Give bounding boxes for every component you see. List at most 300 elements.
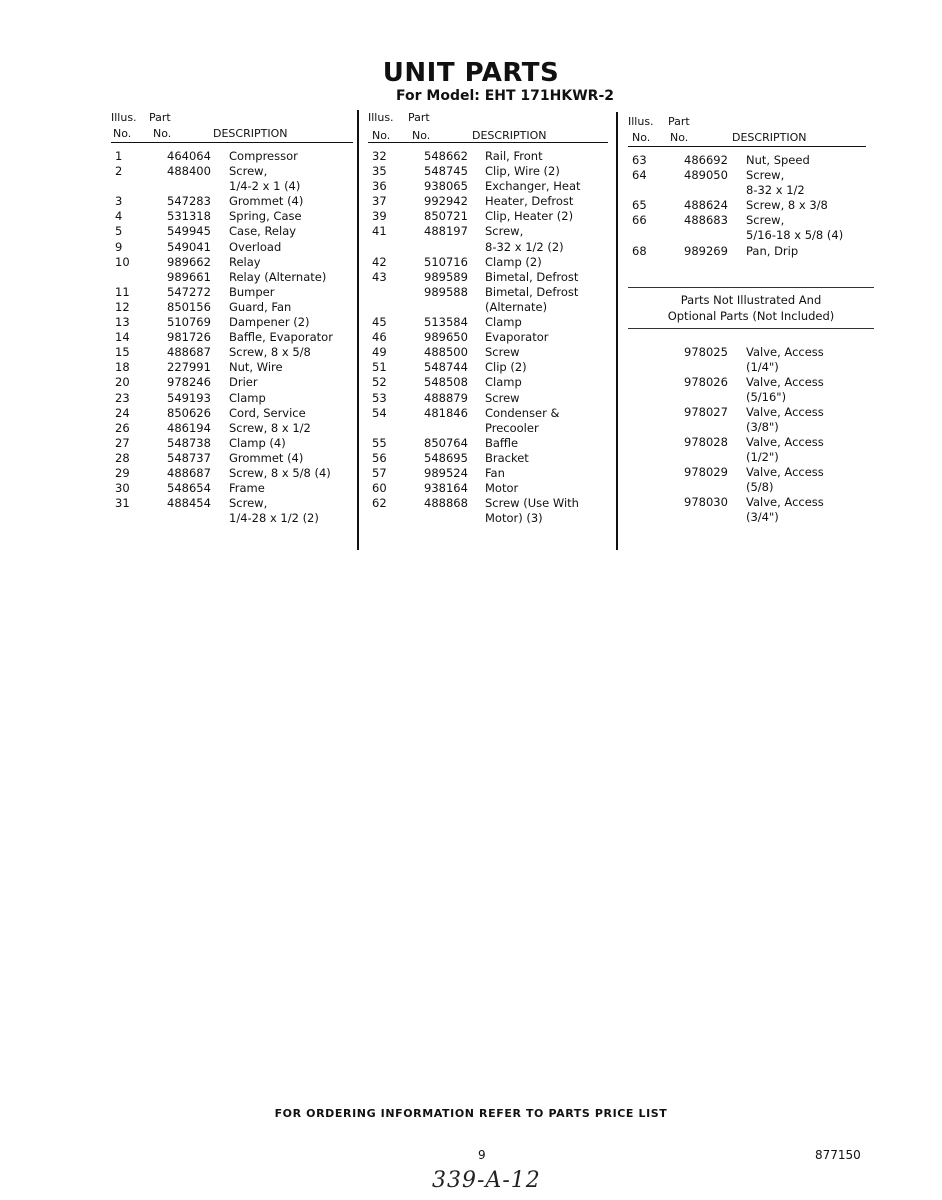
- table-row: [368, 375, 608, 390]
- part-number: 548738: [167, 435, 211, 450]
- column-header: [368, 110, 608, 143]
- part-description: [229, 421, 353, 436]
- table-row: [111, 209, 353, 224]
- illus-number: 39: [372, 209, 387, 224]
- part-number: 464064: [167, 149, 211, 163]
- illus-number: 36: [372, 179, 387, 194]
- part-number: 489050: [684, 168, 728, 183]
- part-number: 850764: [424, 435, 468, 450]
- illus-number: 9: [115, 239, 123, 254]
- part-number: 486692: [684, 153, 728, 167]
- part-description: [229, 285, 353, 300]
- illus-number: 43: [372, 269, 387, 284]
- part-description: [746, 168, 874, 198]
- description-line: Screw, 8 x 5/8 (4): [229, 465, 331, 480]
- table-row: [368, 345, 608, 360]
- description-line: Valve, Access: [746, 494, 824, 509]
- description-line: (5/8): [746, 479, 774, 494]
- illus-number: 5: [115, 224, 123, 239]
- part-description: [746, 435, 824, 465]
- table-row: [368, 391, 608, 406]
- description-line: 1/4-2 x 1 (4): [229, 179, 301, 194]
- illus-number: 27: [115, 435, 130, 450]
- header-no2: No.: [153, 127, 172, 140]
- illus-number: 14: [115, 330, 130, 345]
- part-description: [229, 300, 353, 315]
- part-number: 989588: [424, 284, 468, 299]
- part-description: [746, 244, 874, 259]
- part-description: [485, 466, 608, 481]
- parts-column-3: [628, 114, 874, 525]
- description-line: Clamp: [485, 375, 522, 390]
- part-description: [229, 270, 353, 285]
- part-description: [485, 255, 608, 270]
- optional-heading-line-2: Optional Parts (Not Included): [667, 308, 835, 323]
- description-line: Pan, Drip: [746, 243, 799, 258]
- part-description: [229, 496, 353, 526]
- part-description: [746, 465, 824, 495]
- description-line: (Alternate): [485, 299, 548, 314]
- ordering-footer: FOR ORDERING INFORMATION REFER TO PARTS PRICE LIST: [274, 1107, 668, 1120]
- description-line: (1/2"): [746, 449, 779, 464]
- description-line: Screw,: [485, 224, 524, 239]
- table-row: [111, 481, 353, 496]
- table-row: [368, 360, 608, 375]
- illus-number: 54: [372, 405, 387, 420]
- description-line: Overload: [229, 239, 282, 254]
- description-line: Dampener (2): [229, 315, 310, 330]
- header-description: DESCRIPTION: [472, 129, 547, 142]
- description-line: Clip, Wire (2): [485, 164, 560, 179]
- illus-number: 31: [115, 496, 130, 511]
- part-description: [229, 436, 353, 451]
- part-number: 547272: [167, 284, 211, 299]
- part-number: 981726: [167, 330, 211, 345]
- table-row: [111, 466, 353, 481]
- part-description: [485, 330, 608, 345]
- description-line: 8-32 x 1/2 (2): [485, 239, 564, 254]
- part-number: 488454: [167, 496, 211, 511]
- document-number: 877150: [815, 1148, 861, 1162]
- list-item: [628, 375, 874, 405]
- description-line: Clamp: [485, 315, 522, 330]
- description-line: (3/8"): [746, 419, 779, 434]
- table-row: [111, 406, 353, 421]
- part-number: 548744: [424, 360, 468, 375]
- part-description: [229, 375, 353, 390]
- table-row: [111, 496, 353, 526]
- part-number: 548508: [424, 375, 468, 390]
- parts-list: [368, 149, 608, 526]
- illus-number: 15: [115, 345, 130, 360]
- description-line: 5/16-18 x 5/8 (4): [746, 228, 844, 243]
- illus-number: 66: [632, 213, 647, 228]
- part-number: 978027: [684, 404, 728, 419]
- optional-heading-line-1: Parts Not Illustrated And: [680, 292, 822, 307]
- part-number: 488500: [424, 345, 468, 360]
- table-row: [111, 315, 353, 330]
- list-item: [628, 435, 874, 465]
- illus-number: 62: [372, 496, 387, 511]
- part-number: 850626: [167, 405, 211, 420]
- table-row: [368, 451, 608, 466]
- header-no: No.: [113, 127, 132, 140]
- table-row: [111, 375, 353, 390]
- table-row: [368, 496, 608, 526]
- parts-list: [111, 149, 353, 526]
- table-row: [111, 164, 353, 194]
- table-row: [368, 285, 608, 315]
- part-number: 938164: [424, 481, 468, 496]
- list-item: [628, 465, 874, 495]
- illus-number: 49: [372, 345, 387, 360]
- column-divider: [357, 110, 359, 550]
- part-number: 989269: [684, 243, 728, 258]
- part-number: 978025: [684, 344, 728, 359]
- description-line: Cord, Service: [229, 405, 306, 420]
- part-description: [229, 224, 353, 239]
- table-row: [111, 300, 353, 315]
- part-number: 989524: [424, 465, 468, 480]
- table-row: [111, 436, 353, 451]
- part-description: [485, 224, 608, 254]
- optional-heading: [628, 292, 874, 324]
- table-row: [368, 270, 608, 285]
- table-row: [368, 481, 608, 496]
- part-number: 938065: [424, 179, 468, 194]
- description-line: Motor: [485, 481, 519, 496]
- table-row: [368, 255, 608, 270]
- part-number: 549193: [167, 390, 211, 405]
- description-line: Screw,: [229, 496, 268, 511]
- description-line: Valve, Access: [746, 404, 824, 419]
- part-number: 989589: [424, 269, 468, 284]
- part-description: [229, 149, 353, 164]
- part-number: 227991: [167, 360, 211, 375]
- description-line: Clamp (2): [485, 254, 542, 269]
- header-no: No.: [372, 129, 391, 142]
- header-part: Part: [668, 115, 690, 128]
- part-description: [229, 240, 353, 255]
- description-line: Condenser &: [485, 405, 560, 420]
- description-line: 8-32 x 1/2: [746, 183, 805, 198]
- table-row: [111, 255, 353, 270]
- table-row: [628, 153, 874, 168]
- part-description: [485, 345, 608, 360]
- illus-number: 57: [372, 465, 387, 480]
- table-row: [368, 149, 608, 164]
- part-description: [229, 406, 353, 421]
- part-number: 978028: [684, 434, 728, 449]
- table-row: [368, 194, 608, 209]
- header-illus: Illus.: [368, 111, 394, 124]
- illus-number: 24: [115, 405, 130, 420]
- illus-number: 37: [372, 194, 387, 209]
- illus-number: 51: [372, 360, 387, 375]
- description-line: Fan: [485, 465, 505, 480]
- illus-number: 1: [115, 149, 123, 163]
- part-description: [485, 285, 608, 315]
- part-description: [746, 153, 874, 168]
- list-item: [628, 495, 874, 525]
- table-row: [368, 179, 608, 194]
- illus-number: 20: [115, 375, 130, 390]
- description-line: Screw,: [746, 168, 785, 183]
- description-line: Screw, 8 x 3/8: [746, 198, 828, 213]
- part-number: 488197: [424, 224, 468, 239]
- illus-number: 46: [372, 330, 387, 345]
- illus-number: 32: [372, 149, 387, 163]
- table-row: [111, 285, 353, 300]
- description-line: Relay: [229, 254, 261, 269]
- part-number: 978246: [167, 375, 211, 390]
- description-line: Screw: [485, 345, 520, 360]
- part-description: [229, 481, 353, 496]
- description-line: Clip (2): [485, 360, 527, 375]
- description-line: Screw,: [229, 164, 268, 179]
- part-number: 531318: [167, 209, 211, 224]
- illus-number: 23: [115, 390, 130, 405]
- handwritten-note: 339-A-12: [432, 1168, 541, 1193]
- header-no2: No.: [670, 131, 689, 144]
- description-line: Clamp: [229, 390, 266, 405]
- part-description: [229, 466, 353, 481]
- illus-number: 41: [372, 224, 387, 239]
- part-number: 989650: [424, 330, 468, 345]
- part-number: 488687: [167, 465, 211, 480]
- part-number: 488400: [167, 164, 211, 179]
- illus-number: 12: [115, 299, 130, 314]
- part-number: 547283: [167, 194, 211, 209]
- page-title: UNIT PARTS: [382, 58, 560, 88]
- part-description: [485, 179, 608, 194]
- part-description: [229, 360, 353, 375]
- description-line: Nut, Wire: [229, 360, 283, 375]
- description-line: Screw,: [746, 213, 785, 228]
- description-line: Frame: [229, 481, 265, 496]
- part-number: 548737: [167, 450, 211, 465]
- illus-number: 68: [632, 243, 647, 258]
- column-header: [111, 110, 353, 143]
- table-row: [628, 213, 874, 243]
- table-row: [111, 149, 353, 164]
- table-row: [628, 198, 874, 213]
- part-description: [485, 194, 608, 209]
- illus-number: 63: [632, 153, 647, 167]
- parts-list: [628, 153, 874, 259]
- table-row: [111, 360, 353, 375]
- parts-column-1: [111, 110, 353, 526]
- part-number: 978029: [684, 464, 728, 479]
- part-description: [485, 209, 608, 224]
- part-description: [229, 345, 353, 360]
- column-header: [628, 114, 866, 147]
- description-line: Bumper: [229, 284, 275, 299]
- table-row: [368, 209, 608, 224]
- part-number: 850721: [424, 209, 468, 224]
- part-description: [485, 375, 608, 390]
- description-line: Screw: [485, 390, 520, 405]
- part-description: [746, 375, 824, 405]
- part-description: [485, 436, 608, 451]
- description-line: Rail, Front: [485, 149, 543, 163]
- part-description: [485, 149, 608, 164]
- illus-number: 64: [632, 168, 647, 183]
- description-line: Screw (Use With: [485, 496, 579, 511]
- table-row: [111, 451, 353, 466]
- part-number: 488879: [424, 390, 468, 405]
- part-number: 513584: [424, 315, 468, 330]
- description-line: Guard, Fan: [229, 299, 292, 314]
- table-row: [111, 421, 353, 436]
- part-description: [229, 164, 353, 194]
- header-illus: Illus.: [111, 111, 137, 124]
- table-row: [111, 345, 353, 360]
- part-description: [746, 405, 824, 435]
- table-row: [111, 240, 353, 255]
- part-number: 488683: [684, 213, 728, 228]
- description-line: Nut, Speed: [746, 153, 810, 167]
- description-line: Case, Relay: [229, 224, 297, 239]
- part-description: [229, 209, 353, 224]
- part-number: 481846: [424, 405, 468, 420]
- header-no: No.: [632, 131, 651, 144]
- part-number: 486194: [167, 420, 211, 435]
- part-description: [229, 330, 353, 345]
- part-number: 488868: [424, 496, 468, 511]
- table-row: [628, 244, 874, 259]
- part-number: 978026: [684, 374, 728, 389]
- illus-number: 10: [115, 254, 130, 269]
- illus-number: 29: [115, 465, 130, 480]
- description-line: Motor) (3): [485, 511, 543, 526]
- description-line: Baffle: [485, 435, 519, 450]
- illus-number: 65: [632, 198, 647, 213]
- illus-number: 3: [115, 194, 123, 209]
- description-line: Spring, Case: [229, 209, 302, 224]
- part-description: [485, 406, 608, 436]
- description-line: Exchanger, Heat: [485, 179, 581, 194]
- illus-number: 56: [372, 450, 387, 465]
- description-line: Bracket: [485, 450, 529, 465]
- header-part: Part: [149, 111, 171, 124]
- table-row: [111, 194, 353, 209]
- description-line: Bimetal, Defrost: [485, 269, 579, 284]
- table-row: [111, 330, 353, 345]
- list-item: [628, 345, 874, 375]
- part-description: [485, 270, 608, 285]
- header-part: Part: [408, 111, 430, 124]
- table-row: [111, 270, 353, 285]
- illus-number: 2: [115, 164, 123, 179]
- parts-column-2: [368, 110, 608, 526]
- part-description: [485, 481, 608, 496]
- part-description: [485, 315, 608, 330]
- illus-number: 18: [115, 360, 130, 375]
- description-line: Valve, Access: [746, 434, 824, 449]
- part-number: 850156: [167, 299, 211, 314]
- part-number: 549041: [167, 239, 211, 254]
- part-description: [485, 391, 608, 406]
- part-description: [485, 164, 608, 179]
- description-line: 1/4-28 x 1/2 (2): [229, 511, 319, 526]
- part-number: 510716: [424, 254, 468, 269]
- part-number: 510769: [167, 315, 211, 330]
- part-number: 548662: [424, 149, 468, 163]
- illus-number: 30: [115, 481, 130, 496]
- description-line: (5/16"): [746, 389, 787, 404]
- part-description: [229, 194, 353, 209]
- illus-number: 55: [372, 435, 387, 450]
- part-number: 548654: [167, 481, 211, 496]
- description-line: (1/4"): [746, 359, 779, 374]
- part-description: [229, 391, 353, 406]
- part-number: 549945: [167, 224, 211, 239]
- description-line: Valve, Access: [746, 464, 824, 479]
- description-line: Heater, Defrost: [485, 194, 574, 209]
- table-row: [368, 330, 608, 345]
- header-description: DESCRIPTION: [732, 131, 807, 144]
- illus-number: 35: [372, 164, 387, 179]
- description-line: Compressor: [229, 149, 298, 163]
- description-line: Clamp (4): [229, 435, 286, 450]
- illus-number: 13: [115, 315, 130, 330]
- description-line: Screw, 8 x 1/2: [229, 420, 311, 435]
- description-line: Valve, Access: [746, 374, 824, 389]
- page-number: 9: [478, 1148, 486, 1162]
- part-number: 989662: [167, 254, 211, 269]
- illus-number: 60: [372, 481, 387, 496]
- illus-number: 28: [115, 450, 130, 465]
- model-subtitle: For Model: EHT 171HKWR-2: [396, 88, 614, 104]
- description-line: Grommet (4): [229, 194, 304, 209]
- illus-number: 53: [372, 390, 387, 405]
- table-row: [368, 406, 608, 436]
- description-line: Precooler: [485, 420, 539, 435]
- part-description: [229, 255, 353, 270]
- optional-parts-list: [628, 345, 874, 525]
- table-row: [368, 436, 608, 451]
- table-row: [111, 224, 353, 239]
- description-line: Relay (Alternate): [229, 269, 327, 284]
- part-description: [229, 451, 353, 466]
- part-description: [746, 495, 824, 525]
- description-line: Drier: [229, 375, 258, 390]
- part-number: 978030: [684, 494, 728, 509]
- part-number: 488624: [684, 198, 728, 213]
- part-description: [229, 315, 353, 330]
- part-number: 548745: [424, 164, 468, 179]
- table-row: [111, 391, 353, 406]
- header-illus: Illus.: [628, 115, 654, 128]
- part-number: 548695: [424, 450, 468, 465]
- description-line: Bimetal, Defrost: [485, 284, 579, 299]
- part-description: [485, 451, 608, 466]
- table-row: [368, 164, 608, 179]
- description-line: (3/4"): [746, 509, 779, 524]
- description-line: Baffle, Evaporator: [229, 330, 333, 345]
- illus-number: 4: [115, 209, 123, 224]
- part-description: [746, 345, 824, 375]
- table-row: [368, 315, 608, 330]
- description-line: Valve, Access: [746, 344, 824, 359]
- illus-number: 26: [115, 420, 130, 435]
- illus-number: 52: [372, 375, 387, 390]
- illus-number: 11: [115, 284, 130, 299]
- part-description: [746, 213, 874, 243]
- part-number: 989661: [167, 269, 211, 284]
- description-line: Clip, Heater (2): [485, 209, 574, 224]
